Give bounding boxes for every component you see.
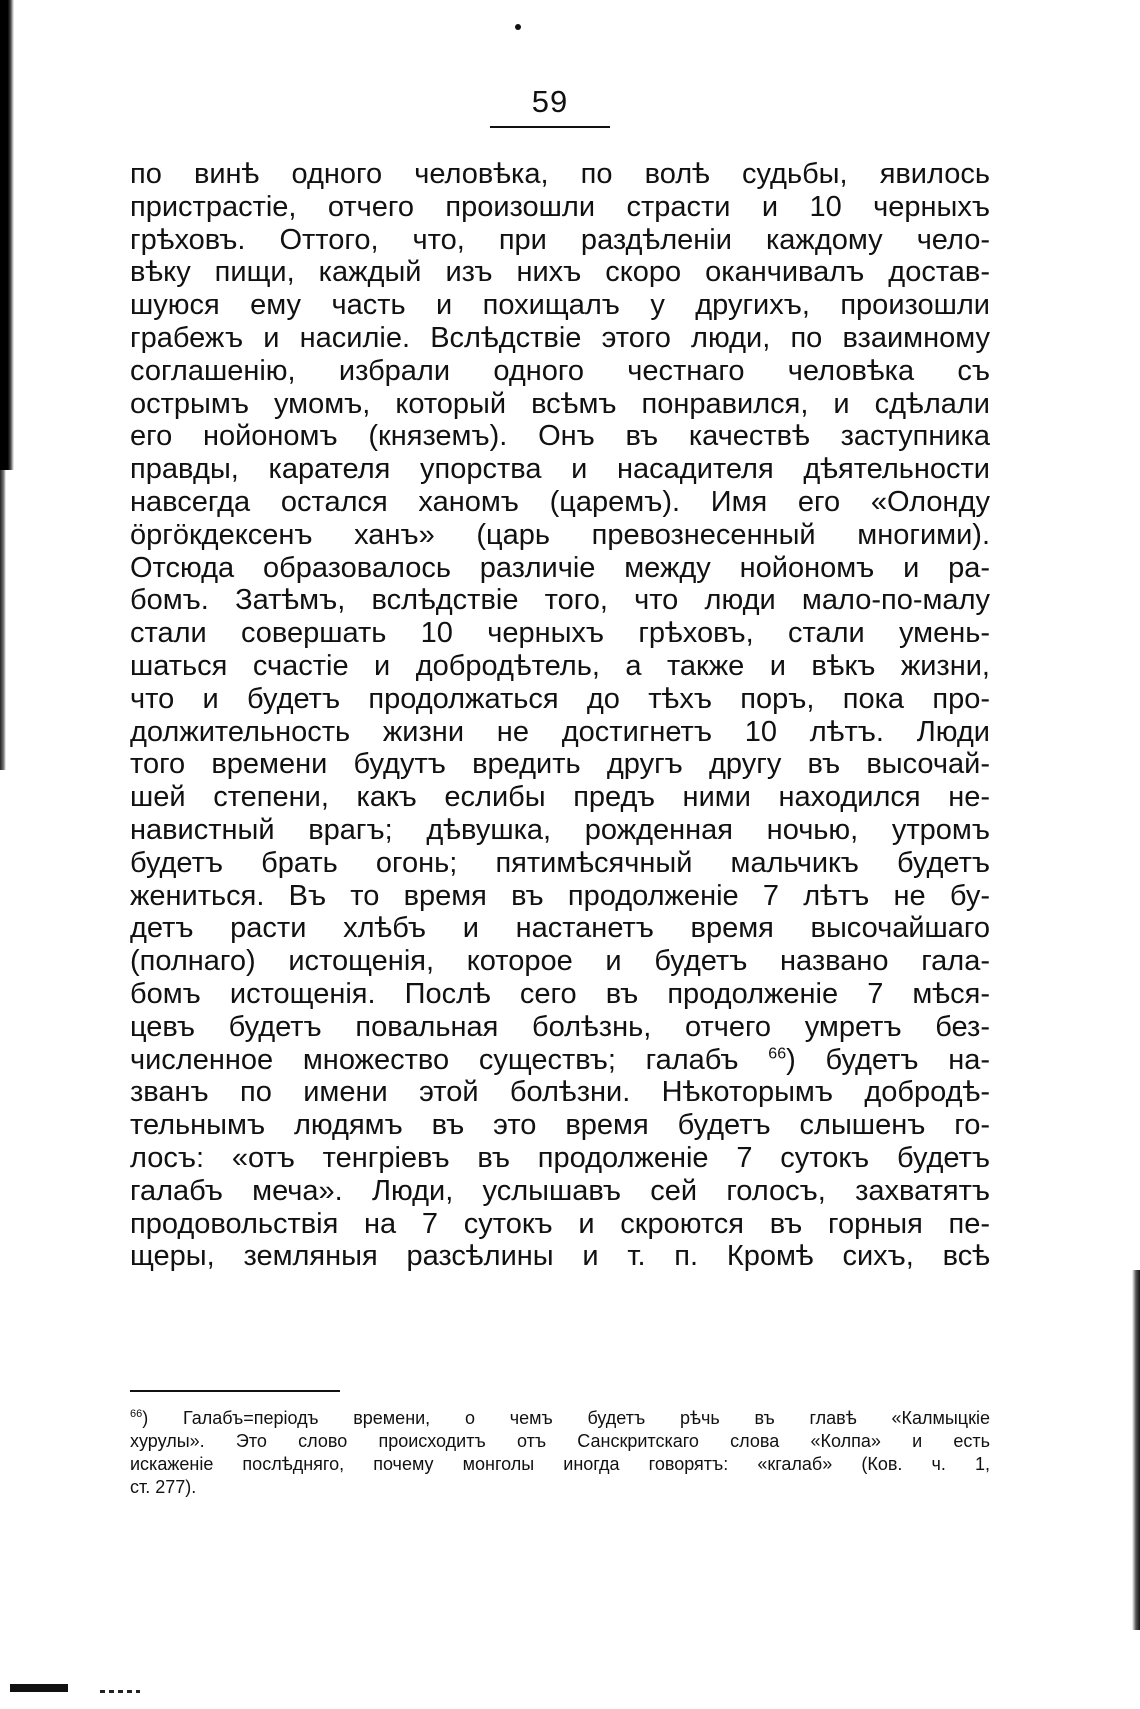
text-line: продовольствія на 7 сутокъ и скроются въ горныя пе- <box>130 1207 990 1240</box>
text-line: лосъ: «отъ тенгріевъ въ продолженіе 7 сутокъ будетъ <box>130 1141 990 1174</box>
text-line: шей степени, какъ еслибы предъ ними находился не- <box>130 781 990 814</box>
text-line: его нойономъ (княземъ). Онъ въ качествѣ заступника <box>130 420 990 453</box>
text-segment: ) будетъ на- <box>786 1043 991 1076</box>
text-line: соглашенію, избрали одного честнаго человѣка съ <box>130 354 990 387</box>
text-line: званъ по имени этой болѣзни. Нѣкоторымъ добродѣ- <box>130 1076 990 1109</box>
text-line: правды, карателя упорства и насадителя дѣятельности <box>130 453 990 486</box>
text-line: тельнымъ людямъ въ это время будетъ слышенъ го- <box>130 1109 990 1142</box>
text-line: öргöкдексенъ ханъ» (царь превознесенный многими). <box>130 518 990 551</box>
text-line: острымъ умомъ, который всѣмъ понравился, и сдѣлали <box>130 387 990 420</box>
text-line: что и будетъ продолжаться до тѣхъ поръ, пока про- <box>130 682 990 715</box>
text-line: жениться. Въ то время въ продолженіе 7 лѣтъ не бу- <box>130 879 990 912</box>
text-line: шаться счастіе и добродѣтель, а также и вѣкъ жизни, <box>130 649 990 682</box>
text-line-with-footnote-ref <box>130 1044 990 1077</box>
scan-edge-shadow-lower <box>0 470 6 770</box>
text-line: (полнаго) истощенія, которое и будетъ названо гала- <box>130 945 990 978</box>
text-segment: численное множество существъ; галабъ <box>130 1043 739 1076</box>
scan-smudge-dotted <box>100 1690 140 1693</box>
text-segment: ) Галабъ=періодъ времени, о чемъ будетъ рѣчь въ главѣ «Калмыцкіе <box>142 1408 990 1428</box>
footnote-line: ст. 277). <box>130 1477 197 1497</box>
footnote-line <box>130 1407 990 1430</box>
text-line: щеры, земляныя разсѣлины и т. п. Кромѣ сихъ, всѣ <box>130 1240 990 1273</box>
scan-speck <box>515 24 521 30</box>
scan-edge-shadow <box>0 0 14 470</box>
text-line: должительность жизни не достигнетъ 10 лѣтъ. Люди <box>130 715 990 748</box>
text-line: навсегда остался ханомъ (царемъ). Имя его «Олонду <box>130 485 990 518</box>
footnote-marker: 66 <box>130 1408 143 1420</box>
text-line: Отсюда образовалось различіе между нойономъ и ра- <box>130 551 990 584</box>
page-number: 59 <box>531 84 569 119</box>
text-line: грабежъ и насиліе. Вслѣдствіе этого люди, по взаимному <box>130 321 990 354</box>
text-line: бомъ. Затѣмъ, вслѣдствіе того, что люди мало-по-малу <box>130 584 990 617</box>
text-line: бомъ истощенія. Послѣ сего въ продолженіе 7 мѣся- <box>130 977 990 1010</box>
page-number-underline <box>490 126 610 128</box>
footnote-reference: 66 <box>768 1044 787 1062</box>
scan-smudge <box>10 1684 68 1692</box>
text-line: галабъ меча». Люди, услышавъ сей голосъ, захватятъ <box>130 1174 990 1207</box>
text-line: детъ расти хлѣбъ и настанетъ время высочайшаго <box>130 912 990 945</box>
text-line: по винѣ одного человѣка, по волѣ судьбы, явилось <box>130 158 990 190</box>
text-line: шуюся ему часть и похищалъ у другихъ, произошли <box>130 289 990 322</box>
text-line: будетъ брать огонь; пятимѣсячный мальчикъ будетъ <box>130 846 990 879</box>
footnote-line: хурулы». Это слово происходитъ отъ Санскритскаго слова «Колпа» и есть <box>130 1431 990 1451</box>
text-line: пристрастіе, отчего произошли страсти и 10 черныхъ <box>130 190 990 223</box>
text-line: вѣку пищи, каждый изъ нихъ скоро оканчивалъ достав- <box>130 256 990 289</box>
text-line: навистный врагъ; дѣвушка, рожденная ночью, утромъ <box>130 813 990 846</box>
footnote-line: искаженіе послѣдняго, почему монголы иногда говорятъ: «кгалаб» (Ков. ч. 1, <box>130 1454 990 1474</box>
text-line: грѣховъ. Оттого, что, при раздѣленіи каждому чело- <box>130 223 990 256</box>
text-line: цевъ будетъ повальная болѣзнь, отчего умретъ без- <box>130 1010 990 1043</box>
footnote <box>130 1407 990 1499</box>
scan-edge-shadow-right <box>1132 1270 1140 1630</box>
footnote-separator <box>130 1390 340 1392</box>
text-line: того времени будутъ вредить другъ другу въ высочай- <box>130 748 990 781</box>
text-line: стали совершать 10 черныхъ грѣховъ, стали умень- <box>130 617 990 650</box>
body-text <box>130 158 990 1273</box>
